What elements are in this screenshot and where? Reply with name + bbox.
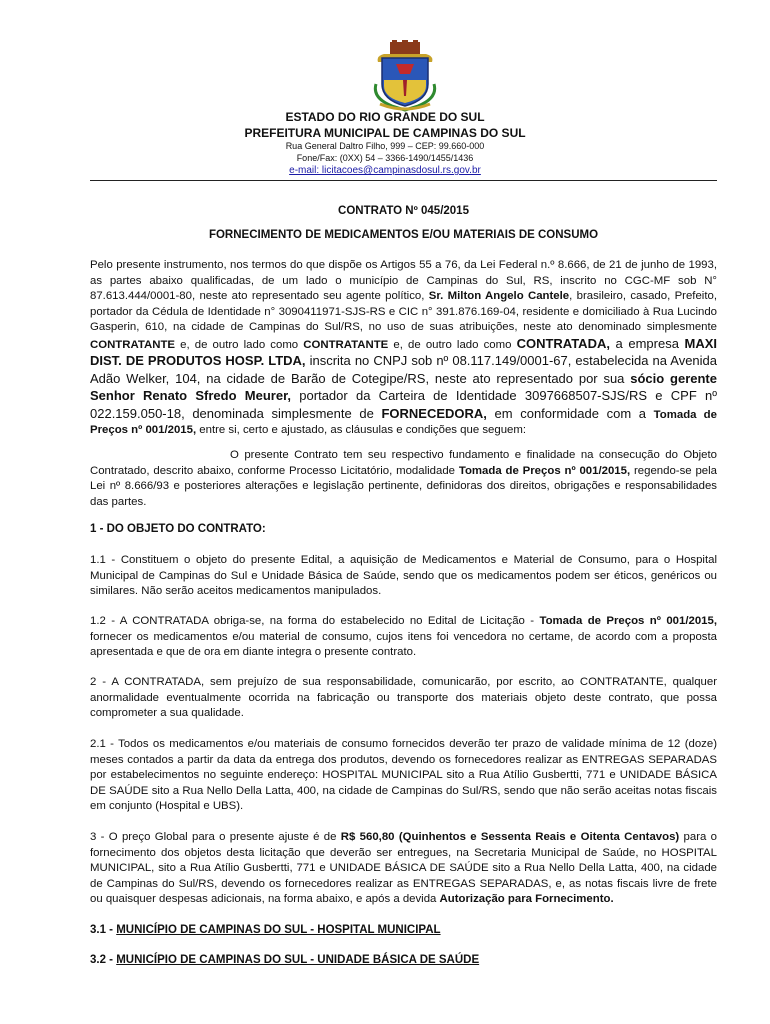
- section-3-2-title: 3.2 - MUNICÍPIO DE CAMPINAS DO SUL - UNIDADE BÁSICA DE SAÚDE: [90, 954, 480, 966]
- contract-subject: FORNECIMENTO DE MEDICAMENTOS E/OU MATERIAIS DE CONSUMO: [208, 229, 599, 241]
- contract-number: CONTRATO Nº 045/2015: [338, 205, 469, 217]
- header-address: Rua General Daltro Filho, 999 – CEP: 99.660-000: [285, 141, 485, 151]
- header-email-link[interactable]: e-mail: licitacoes@campinasdosul.rs.gov.br: [289, 165, 481, 176]
- header-state: ESTADO DO RIO GRANDE DO SUL: [285, 110, 485, 124]
- clause-3: 3 - O preço Global para o presente ajuste é de R$ 560,80 (Quinhentos e Sessenta Reais e Oitenta Centavos) para o fornecimento dos objetos desta licitação que deverão ser entregues, na Secretaria Municipal de Saúde, no HOSPITAL MUNICIPAL, sito a Rua Atílio Gusbertti, 771 e UNIDADE BÁSICA DE SAÚDE sito a Rua Nello Della Latta, 400, na cidade de Campinas do Sul/RS, devendo os fornecedores realizar as ENTREGAS SEPARADAS, e, as notas fiscais livre de frete ou quaisquer despesas adicionais, na forma abaixo, e após a devida Autorização para Fornecimento.: [90, 831, 717, 905]
- object-paragraph: O presente Contrato tem seu respectivo fundamento e finalidade na consecução do Objeto Contratado, descrito abaixo, conforme Processo Licitatório, modalidade Tomada de Preços nº 001/2015, regendo-se pela Lei nº 8.666/93 e posteriores alterações e legislação pertinente, definidoras dos direitos, obrigações e responsabilidades das partes.: [90, 449, 717, 508]
- clause-1-2: 1.2 - A CONTRATADA obriga-se, na forma do estabelecido no Edital de Licitação - Tomada de Preços nº 001/2015, fornecer os medicamentos e/ou material de consumo, cujos itens foi vencedora no certame, de acordo com a proposta apresentada e que de ora em diante integra o presente contrato.: [90, 615, 717, 658]
- header-phone: Fone/Fax: (0XX) 54 – 3366-1490/1455/1436: [296, 153, 474, 163]
- intro-paragraph: Pelo presente instrumento, nos termos do que dispõe os Artigos 55 a 76, da Lei Federal n.º 8.666, de 21 de junho de 1993, as partes abaixo qualificadas, de um lado o município de Campinas do Sul, RS, inscrito no CGC-MF sob N° 87.613.444/0001-80, neste ato representado seu agente político, Sr. Milton Angelo Cantele, brasileiro, casado, Prefeito, portador da Cédula de Identidade n° 3090411971-SJS-RS e CIC n° 391.876.169-04, residente e domiciliado à Rua Lucindo Gasperin, 610, na cidade de Campinas do Sul/RS, no uso de suas atribuições, neste ato denominado simplesmente CONTRATANTE e, de outro lado como CONTRATANTE e, de outro lado como CONTRATADA, a empresa MAXI DIST. DE PRODUTOS HOSP. LTDA, inscrita no CNPJ sob nº 08.117.149/0001-67, estabelecida na Avenida Adão Welker, 104, na cidade de Barão de Cotegipe/RS, neste ato representado por sua sócio gerente Senhor Renato Sfredo Meurer, portador da Carteira de Identidade 3097668507-SJS/RS e CPF nº 022.159.050-18, denominada simplesmente de FORNECEDORA, em conformidade com a Tomada de Preços nº 001/2015, entre si, certo e ajustado, as cláusulas e condições que seguem:: [90, 259, 717, 436]
- header-divider: [90, 180, 717, 181]
- coat-of-arms-icon: [370, 40, 440, 112]
- section-1-title: 1 - DO OBJETO DO CONTRATO:: [90, 523, 266, 535]
- clause-2: 2 - A CONTRATADA, sem prejuízo de sua responsabilidade, comunicarão, por escrito, ao CONTRATANTE, qualquer anormalidade eventualmente ocorrida na fabricação ou transporte dos materiais objeto deste contrato, que possa comprometer a sua qualidade.: [90, 676, 717, 719]
- clause-2-1: 2.1 - Todos os medicamentos e/ou materiais de consumo fornecidos deverão ter prazo de validade mínima de 12 (doze) meses contados a partir da data da entrega dos produtos, devendo os fornecedores realizar as ENTREGAS SEPARADAS por estabelecimentos no seguinte endereço: HOSPITAL MUNICIPAL sito a Rua Atílio Gusbertti, 771 e UNIDADE BÁSICA DE SAÚDE sito a Rua Nello Della Latta, 400, na cidade de Campinas do Sul/RS, sendo que não serão aceitas notas fiscais em conjunto (Hospital e UBS).: [90, 738, 717, 812]
- section-3-1-title: 3.1 - MUNICÍPIO DE CAMPINAS DO SUL - HOSPITAL MUNICIPAL: [90, 924, 441, 936]
- clause-1-1: 1.1 - Constituem o objeto do presente Edital, a aquisição de Medicamentos e Material de Consumo, para o Hospital Municipal de Campinas do Sul e Unidade Básica de Saúde, sendo que os medicamentos podem ser éticos, genéricos ou similares. Não serão aceitos medicamentos manipulados.: [90, 554, 717, 597]
- header-prefecture: PREFEITURA MUNICIPAL DE CAMPINAS DO SUL: [244, 126, 526, 140]
